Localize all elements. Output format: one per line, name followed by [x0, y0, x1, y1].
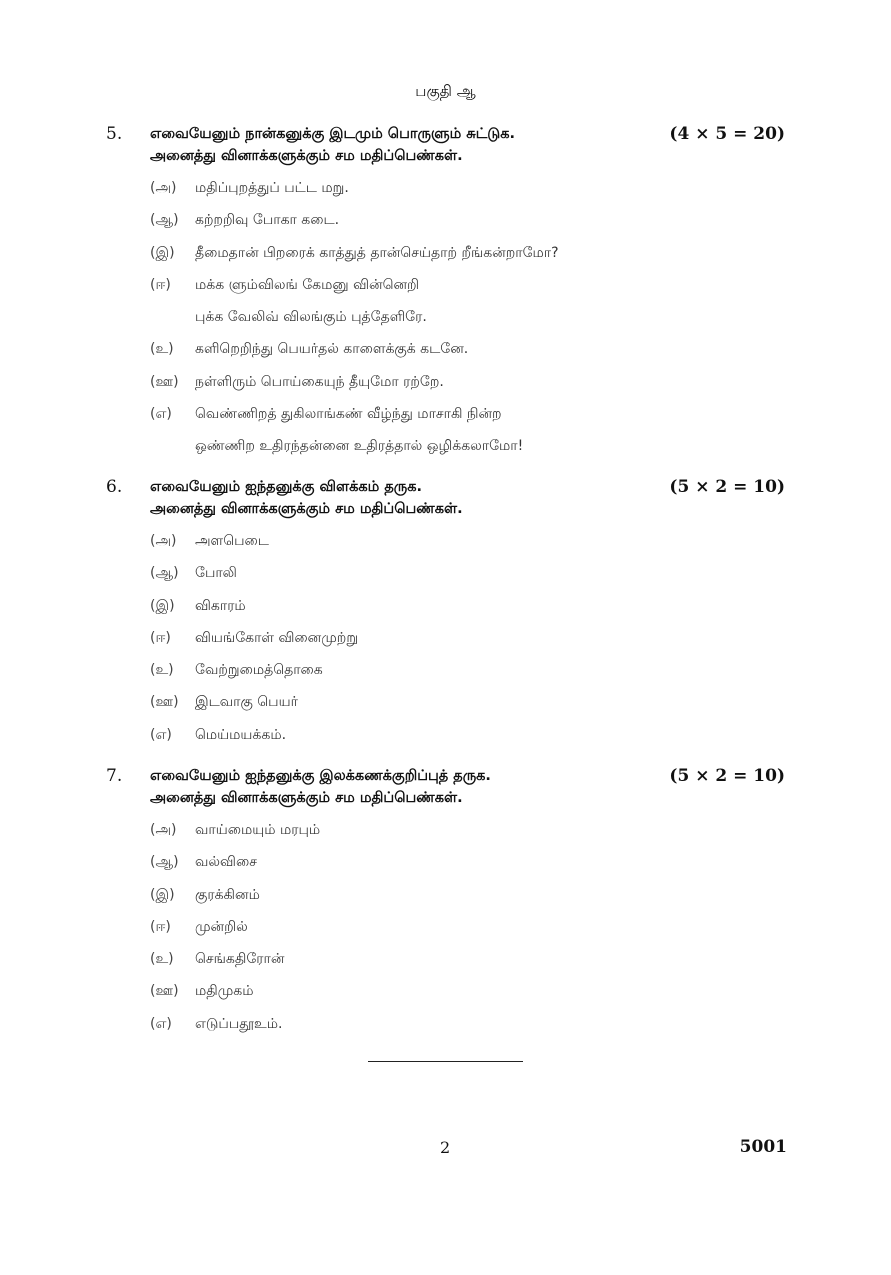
question-marks: (4 × 5 = 20) — [669, 124, 785, 144]
item-label: (ஆ) — [150, 854, 179, 871]
list-item — [0, 406, 891, 438]
item-text: நள்ளிரும் பொய்கையுந் தீயுமோ ரற்றே. — [195, 373, 444, 390]
item-text: ஒண்ணிற உதிரந்தன்னை உதிரத்தால் ஒழிக்கலாமோ! — [195, 438, 524, 455]
item-text: வேற்றுமைத்தொகை — [195, 662, 323, 679]
list-item — [0, 727, 891, 759]
question-6 — [0, 477, 891, 759]
list-item — [0, 533, 891, 565]
item-label: (ஈ) — [150, 918, 171, 935]
list-item — [0, 822, 891, 854]
item-text: மக்க ளும்விலங் கேமனு வின்னெறி — [195, 276, 420, 293]
question-marks: (5 × 2 = 10) — [669, 477, 785, 497]
list-item — [0, 1016, 891, 1048]
item-label: (ஆ) — [150, 212, 179, 229]
page-number: 2 — [440, 1138, 451, 1157]
question-items — [0, 180, 891, 471]
list-item — [0, 374, 891, 406]
item-text: புக்க வேலிவ் விலங்கும் புத்தேளிரே. — [195, 309, 427, 326]
question-items — [0, 533, 891, 759]
list-item-continuation — [0, 438, 891, 470]
item-label: (இ) — [150, 886, 175, 903]
item-text: எடுப்பதூஉம். — [195, 1015, 283, 1032]
question-7 — [0, 766, 891, 1048]
list-item — [0, 887, 891, 919]
item-text: வியங்கோள் வினைமுற்று — [195, 629, 359, 646]
item-label: (அ) — [150, 180, 177, 196]
item-label: (இ) — [150, 597, 175, 614]
question-instruction: எவையேனும் ஐந்தனுக்கு விளக்கம் தருக. — [150, 479, 423, 495]
question-5 — [0, 124, 891, 471]
item-label: (அ) — [150, 822, 177, 838]
list-item — [0, 245, 891, 277]
section-title: பகுதி ஆ — [415, 82, 476, 100]
item-label: (ஊ) — [150, 694, 179, 711]
question-instruction: எவையேனும் ஐந்தனுக்கு இலக்கணக்குறிப்புத் தருக. — [150, 768, 491, 784]
list-item — [0, 212, 891, 244]
item-label: (ஈ) — [150, 629, 171, 646]
item-text: மெய்மயக்கம். — [195, 726, 287, 743]
item-text: குரக்கினம் — [195, 886, 260, 903]
item-text: வாய்மையும் மரபும் — [195, 822, 321, 838]
list-item — [0, 694, 891, 726]
list-item — [0, 983, 891, 1015]
item-label: (ஊ) — [150, 983, 179, 1000]
question-number: 5. — [106, 124, 123, 144]
question-number: 7. — [106, 766, 123, 786]
list-item — [0, 565, 891, 597]
item-label: (அ) — [150, 533, 177, 549]
end-divider — [368, 1061, 523, 1062]
item-text: இடவாகு பெயர் — [195, 694, 298, 711]
question-marks: (5 × 2 = 10) — [669, 766, 785, 786]
item-label: (எ) — [150, 726, 172, 743]
paper-code: 5001 — [739, 1137, 787, 1157]
list-item — [0, 662, 891, 694]
item-label: (ஊ) — [150, 373, 179, 390]
item-label: (எ) — [150, 1015, 172, 1032]
question-note: அனைத்து வினாக்களுக்கும் சம மதிப்பெண்கள். — [150, 790, 463, 806]
item-label: (ஈ) — [150, 276, 171, 293]
item-text: களிறெறிந்து பெயர்தல் காளைக்குக் கடனே. — [195, 341, 469, 358]
item-text: கற்றறிவு போகா கடை. — [195, 212, 340, 229]
item-text: அளபெடை — [195, 533, 269, 549]
item-text: வல்விசை — [195, 854, 257, 871]
list-item-continuation — [0, 309, 891, 341]
item-text: விகாரம் — [195, 597, 246, 614]
item-text: செங்கதிரோன் — [195, 951, 285, 968]
list-item — [0, 341, 891, 373]
question-number: 6. — [106, 477, 123, 497]
question-note: அனைத்து வினாக்களுக்கும் சம மதிப்பெண்கள். — [150, 501, 463, 517]
item-label: (உ) — [150, 662, 174, 679]
list-item — [0, 630, 891, 662]
item-label: (உ) — [150, 951, 174, 968]
question-instruction: எவையேனும் நான்கனுக்கு இடமும் பொருளும் சுட்டுக. — [150, 126, 516, 142]
list-item — [0, 598, 891, 630]
item-label: (இ) — [150, 244, 175, 261]
item-text: முன்றில் — [195, 918, 248, 935]
item-text: தீமைதான் பிறரைக் காத்துத் தான்செய்தாற் றீங்கன்றாமோ? — [195, 244, 559, 261]
list-item — [0, 919, 891, 951]
item-label: (உ) — [150, 341, 174, 358]
question-items — [0, 822, 891, 1048]
list-item — [0, 951, 891, 983]
list-item — [0, 277, 891, 309]
list-item — [0, 854, 891, 886]
item-text: வெண்ணிறத் துகிலாங்கண் வீழ்ந்து மாசாகி நின்ற — [195, 406, 502, 423]
list-item — [0, 180, 891, 212]
question-note: அனைத்து வினாக்களுக்கும் சம மதிப்பெண்கள். — [150, 148, 463, 164]
item-label: (ஆ) — [150, 565, 179, 582]
item-text: மதிமுகம் — [195, 983, 254, 1000]
item-label: (எ) — [150, 406, 172, 423]
item-text: போலி — [195, 565, 237, 582]
item-text: மதிப்புறத்துப் பட்ட மறு. — [195, 180, 349, 196]
